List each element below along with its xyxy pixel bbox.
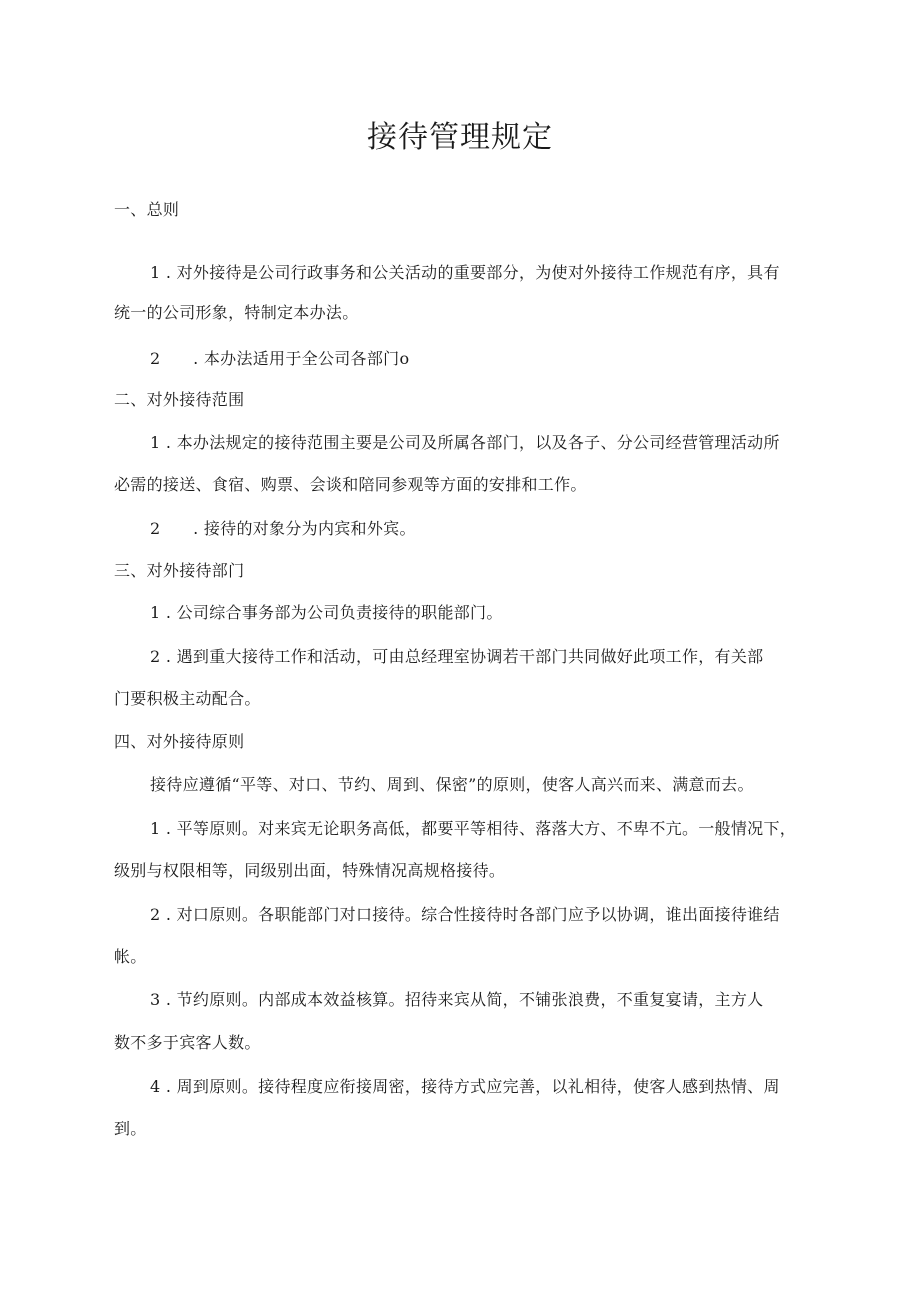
section-heading-general: 一、总则 <box>114 200 180 219</box>
section-heading-principles: 四、对外接待原则 <box>114 732 245 751</box>
paragraph-line: 2 . 对口原则。各职能部门对口接待。综合性接待时各部门应予以协调，谁出面接待谁结 <box>150 905 780 924</box>
paragraph-continuation: 门要积极主动配合。 <box>114 689 261 708</box>
paragraph-line: 3 . 节约原则。内部成本效益核算。招待来宾从简，不铺张浪费，不重复宴请，主方人 <box>150 990 764 1009</box>
paragraph-line: 4 . 周到原则。接待程度应衔接周密，接待方式应完善，以礼相待，使客人感到热情、周 <box>150 1077 780 1096</box>
paragraph-line: 接待应遵循“平等、对口、节约、周到、保密”的原则，使客人高兴而来、满意而去。 <box>150 775 754 794</box>
paragraph-continuation: 统一的公司形象，特制定本办法。 <box>114 303 359 322</box>
paragraph-line: 1 . 公司综合事务部为公司负责接待的职能部门。 <box>150 603 503 622</box>
paragraph-line: 2 . 遇到重大接待工作和活动，可由总经理室协调若干部门共同做好此项工作，有关部 <box>150 647 764 666</box>
paragraph-continuation: 级别与权限相等，同级别出面，特殊情况高规格接待。 <box>114 861 506 880</box>
paragraph-line: 1 . 平等原则。对来宾无论职务高低，都要平等相待、落落大方、不卑不亢。一般情况下， <box>150 819 797 838</box>
paragraph-line: 2 . 接待的对象分为内宾和外宾。 <box>150 519 416 538</box>
paragraph-continuation: 到。 <box>114 1119 147 1138</box>
paragraph-line: 1 . 对外接待是公司行政事务和公关活动的重要部分，为使对外接待工作规范有序，具有 <box>150 263 780 282</box>
paragraph-continuation: 必需的接送、食宿、购票、会谈和陪同参观等方面的安排和工作。 <box>114 475 587 494</box>
paragraph-continuation: 数不多于宾客人数。 <box>114 1033 261 1052</box>
section-heading-scope: 二、对外接待范围 <box>114 390 245 409</box>
paragraph-continuation: 帐。 <box>114 947 147 966</box>
document-title: 接待管理规定 <box>367 120 553 155</box>
section-heading-department: 三、对外接待部门 <box>114 561 245 580</box>
paragraph-line: 2 . 本办法适用于全公司各部门o <box>150 349 410 368</box>
paragraph-line: 1 . 本办法规定的接待范围主要是公司及所属各部门，以及各子、分公司经营管理活动所 <box>150 433 780 452</box>
